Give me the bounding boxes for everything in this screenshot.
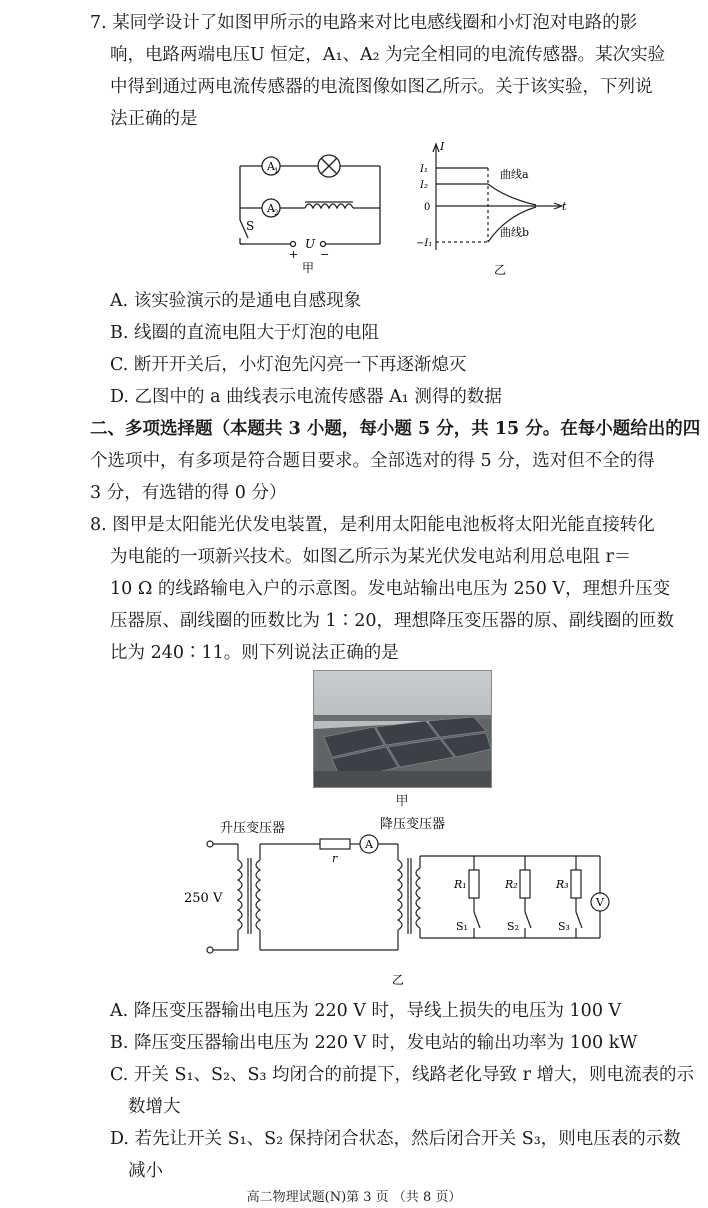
q7-line-3: 中得到通过两电流传感器的电流图像如图乙所示。关于该实验，下列说 xyxy=(110,77,653,97)
solar-panel-photo xyxy=(313,670,492,788)
r1-label: R₁ xyxy=(454,878,467,891)
r3-label: R₃ xyxy=(556,878,569,891)
q7-option-b: B. 线圈的直流电阻大于灯泡的电阻 xyxy=(110,323,379,343)
voltage-u-label: U xyxy=(305,237,316,251)
q8-transmission-circuit xyxy=(180,812,620,992)
s3-label: S₃ xyxy=(558,920,570,933)
q8-option-a: A. 降压变压器输出电压为 220 V 时，导线上损失的电压为 100 V xyxy=(110,1001,622,1021)
r2-label: R₂ xyxy=(505,878,518,891)
svg-text:1: 1 xyxy=(274,167,279,175)
ammeter-icon: A xyxy=(365,838,373,851)
q8-option-c: C. 开关 S₁、S₂、S₃ 均闭合的前提下，线路老化导致 r 增大，则电流表的示 xyxy=(110,1065,695,1085)
q7-figure-jia-circuit xyxy=(230,148,390,278)
page-footer: 高二物理试题(N)第 3 页 （共 8 页） xyxy=(246,1190,462,1205)
q8-line-5: 比为 240∶11。则下列说法正确的是 xyxy=(110,643,399,663)
circuit-caption: 乙 xyxy=(392,973,405,987)
q8-line-3: 10 Ω 的线路输电入户的示意图。发电站输出电压为 250 V，理想升压变 xyxy=(110,579,671,599)
a2-label: A xyxy=(267,202,275,215)
voltmeter-icon: V xyxy=(596,896,604,909)
minus-sign: − xyxy=(320,248,330,261)
curve-a-label: 曲线a xyxy=(500,168,529,181)
switch-s-label: S xyxy=(246,219,255,233)
tick-i2: I₂ xyxy=(420,180,428,191)
source-voltage-label: 250 V xyxy=(184,891,223,906)
q7-line-4: 法正确的是 xyxy=(110,109,198,129)
q8-option-d-cont: 减小 xyxy=(128,1161,163,1181)
q7-option-a: A. 该实验演示的是通电自感现象 xyxy=(110,291,362,311)
q7-figure-yi-graph xyxy=(418,138,578,278)
section2-line-1: 二、多项选择题（本题共 3 小题，每小题 5 分，共 15 分。在每小题给出的四 xyxy=(90,419,701,439)
q8-line-2: 为电能的一项新兴技术。如图乙所示为某光伏发电站利用总电阻 r＝ xyxy=(110,547,632,567)
q8-line-1: 8. 图甲是太阳能光伏发电装置，是利用太阳能电池板将太阳光能直接转化 xyxy=(90,515,655,535)
svg-text:2: 2 xyxy=(274,209,279,217)
axis-i-label: I xyxy=(440,140,445,153)
tick-neg-i1: −I₁ xyxy=(416,238,433,249)
q8-option-d: D. 若先让开关 S₁、S₂ 保持闭合状态，然后闭合开关 S₃，则电压表的示数 xyxy=(110,1129,681,1149)
tick-i1: I₁ xyxy=(420,164,428,175)
fig-jia-caption: 甲 xyxy=(302,261,315,275)
plus-sign: + xyxy=(289,248,299,261)
q8-option-c-cont: 数增大 xyxy=(128,1097,181,1117)
q7-option-c: C. 断开开关后，小灯泡先闪亮一下再逐渐熄灭 xyxy=(110,355,467,375)
q8-line-4: 压器原、副线圈的匝数比为 1∶20，理想降压变压器的原、副线圈的匝数 xyxy=(110,611,674,631)
q7-line-1: 7. 某同学设计了如图甲所示的电路来对比电感线圈和小灯泡对电路的影 xyxy=(90,13,638,33)
photo-caption: 甲 xyxy=(395,794,409,809)
step-down-label: 降压变压器 xyxy=(380,817,446,832)
axis-t-label: t xyxy=(562,200,567,213)
q8-option-b: B. 降压变压器输出电压为 220 V 时，发电站的输出功率为 100 kW xyxy=(110,1033,638,1053)
fig-yi-caption: 乙 xyxy=(494,263,507,277)
q7-option-d: D. 乙图中的 a 曲线表示电流传感器 A₁ 测得的数据 xyxy=(110,387,502,407)
tick-zero: 0 xyxy=(424,202,431,213)
section2-line-2: 个选项中，有多项是符合题目要求。全部选对的得 5 分，选对但不全的得 xyxy=(90,451,655,471)
a1-label: A xyxy=(267,160,275,173)
curve-b-label: 曲线b xyxy=(500,226,530,239)
step-up-label: 升压变压器 xyxy=(220,821,286,836)
section2-line-3: 3 分，有选错的得 0 分） xyxy=(90,483,287,503)
s1-label: S₁ xyxy=(456,920,468,933)
resistor-r-label: r xyxy=(332,852,338,865)
q7-line-2: 响，电路两端电压U 恒定，A₁、A₂ 为完全相同的电流传感器。某次实验 xyxy=(110,45,666,65)
s2-label: S₂ xyxy=(507,920,519,933)
solar-panel-image xyxy=(314,671,491,787)
